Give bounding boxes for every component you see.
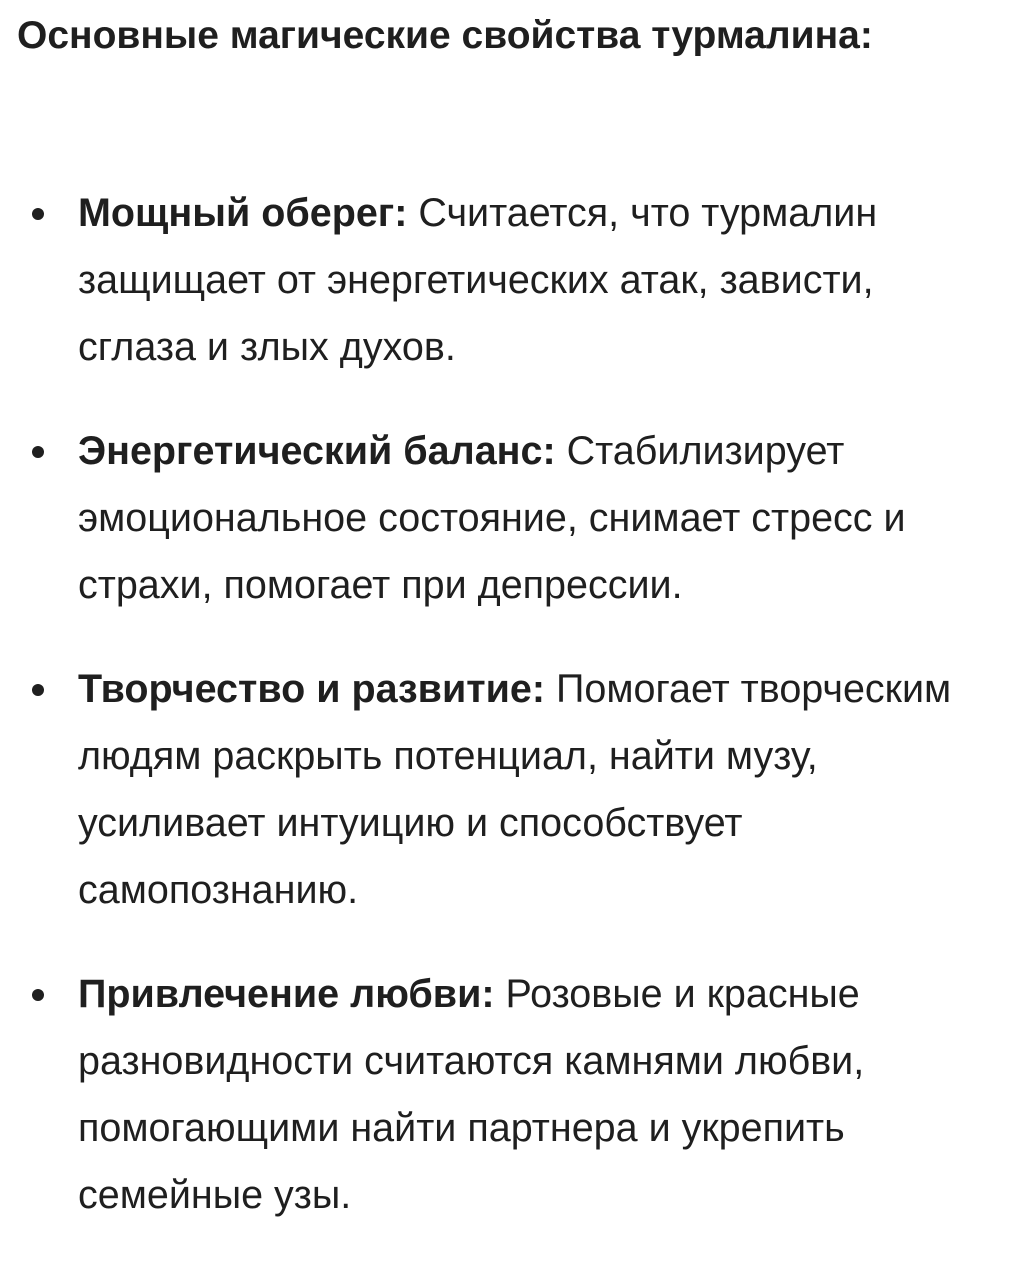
item-term: Творчество и развитие: <box>78 667 545 711</box>
section-heading: Основные магические свойства турмалина: <box>17 14 873 57</box>
bullet-icon <box>32 684 44 696</box>
bullet-icon <box>32 446 44 458</box>
properties-list <box>0 180 1010 1266</box>
item-description: Помогает творческим людям раскрыть потенциал, найти музу, усиливает интуицию и способствует самопознанию. <box>78 667 952 912</box>
bullet-icon <box>32 989 44 1001</box>
item-term: Энергетический баланс: <box>78 429 556 473</box>
list-item <box>0 961 1010 1229</box>
item-description: Стабилизирует эмоциональное состояние, снимает стресс и страхи, помогает при депрессии. <box>78 429 906 607</box>
list-item <box>0 180 1010 381</box>
list-item <box>0 418 1010 619</box>
item-description: Считается, что турмалин защищает от энергетических атак, зависти, сглаза и злых духов. <box>78 191 878 369</box>
item-term: Привлечение любви: <box>78 972 495 1016</box>
bullet-icon <box>32 208 44 220</box>
list-item <box>0 656 1010 924</box>
item-description: Розовые и красные разновидности считаются камнями любви, помогающими найти партнера и укрепить семейные узы. <box>78 972 865 1217</box>
item-term: Мощный оберег: <box>78 191 408 235</box>
